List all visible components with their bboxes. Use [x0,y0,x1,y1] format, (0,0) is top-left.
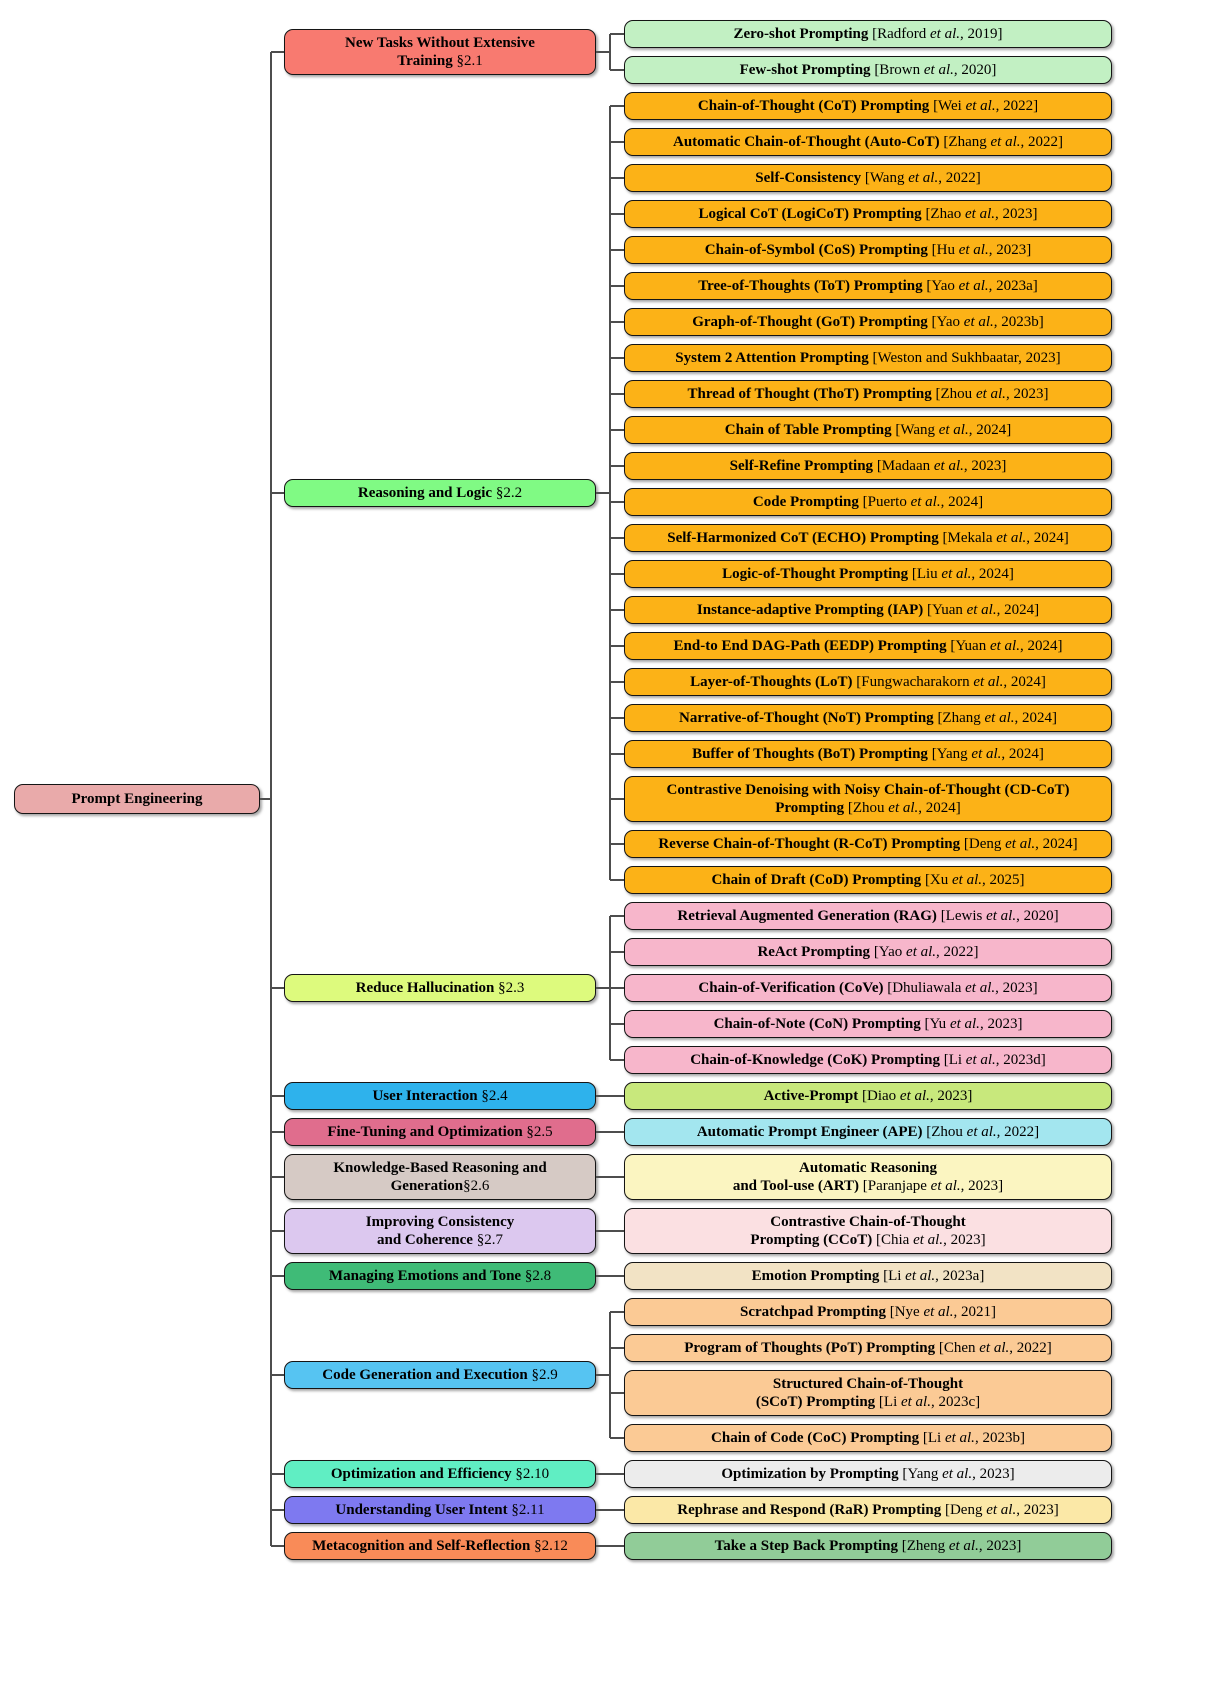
connector-line [596,1230,624,1232]
leaf-tree-of-thoughts-tot-prompting [624,272,1112,300]
connector-line [271,1374,284,1376]
connector-line [610,1023,624,1025]
leaf-logic-of-thought-prompting-text: Logic-of-Thought Prompting [Liu et al., 2024] [722,565,1014,582]
leaf-instance-adaptive-prompting-iap-text: Instance-adaptive Prompting (IAP) [Yuan et al., 2024] [696,601,1040,618]
connector-line [596,987,610,989]
connector-line [596,492,610,494]
leaf-chain-of-code-coc-prompting [624,1424,1112,1452]
leaf-narrative-of-thought-not-prompting [624,704,1112,732]
leaf-code-prompting-text: Code Prompting [Puerto et al., 2024] [752,493,984,510]
connector-line [596,1473,624,1475]
leaf-end-to-end-dag-path-eedp-prompting [624,632,1112,660]
leaf-self-consistency [624,164,1112,192]
leaf-emotion-prompting [624,1262,1112,1290]
leaf-chain-of-table-prompting-text: Chain of Table Prompting [Wang et al., 2024] [724,421,1012,438]
connector-line [271,1509,284,1511]
leaf-react-prompting-text: ReAct Prompting [Yao et al., 2022] [757,943,979,960]
leaf-automatic-reasoning-text: Automatic Reasoning [799,1159,937,1176]
connector-line [596,1545,624,1547]
connector-line [271,51,284,53]
category-knowledge-based-reasoning-and-text: Generation§2.6 [390,1178,490,1194]
leaf-self-harmonized-cot-echo-prompting [624,524,1112,552]
category-metacognition-and-self-reflection-text: Metacognition and Self-Reflection §2.12 [312,1537,568,1554]
leaf-chain-of-thought-cot-prompting-text: Chain-of-Thought (CoT) Prompting [Wei et al., 2022] [697,97,1039,114]
category-improving-consistency-text: Improving Consistency [365,1213,515,1230]
leaf-chain-of-verification-cove-text: Chain-of-Verification (CoVe) [Dhuliawala et al., 2023] [698,979,1038,996]
connector-line [271,1176,284,1178]
connector-line [610,213,624,215]
connector-line [596,1275,624,1277]
connector-line [596,1374,610,1376]
connector-line [610,141,624,143]
leaf-structured-chain-of-thought-text: Structured Chain-of-Thought [772,1375,964,1392]
connector-line [610,249,624,251]
connector-line [610,879,624,881]
connector-line [596,1509,624,1511]
category-code-generation-and-execution-text: Code Generation and Execution §2.9 [322,1366,558,1383]
leaf-contrastive-denoising-with-noisy-chain-of-though-text: Contrastive Denoising with Noisy Chain-of-Thought (CD-CoT) [666,781,1070,798]
connector-line [610,537,624,539]
group-rail-line [609,1312,611,1438]
group-rail-line [609,34,611,70]
leaf-zero-shot-prompting-text: Zero-shot Prompting [Radford et al., 2019] [733,25,1003,42]
category-metacognition-and-self-reflection [284,1532,596,1560]
category-reasoning-and-logic [284,479,596,507]
connector-line [610,717,624,719]
leaf-scratchpad-prompting-text: Scratchpad Prompting [Nye et al., 2021] [740,1303,996,1320]
connector-line [271,987,284,989]
connector-line [610,1437,624,1439]
root-connector [260,798,271,800]
connector-line [610,285,624,287]
category-new-tasks-without-extensive-text: Training §2.1 [397,53,483,69]
connector-line [610,33,624,35]
connector-line [610,1311,624,1313]
connector-line [610,1347,624,1349]
leaf-structured-chain-of-thought [624,1370,1112,1416]
connector-line [271,1095,284,1097]
leaf-reverse-chain-of-thought-r-cot-prompting-text: Reverse Chain-of-Thought (R-CoT) Prompting [Deng et al., 2024] [658,835,1078,852]
leaf-structured-chain-of-thought-text: (SCoT) Prompting [Li et al., 2023c] [755,1394,981,1410]
connector-line [610,429,624,431]
category-fine-tuning-and-optimization-text: Fine-Tuning and Optimization §2.5 [327,1123,553,1140]
connector-line [610,843,624,845]
category-user-interaction-text: User Interaction §2.4 [372,1087,508,1104]
leaf-chain-of-note-con-prompting-text: Chain-of-Note (CoN) Prompting [Yu et al., 2023] [713,1015,1023,1032]
category-fine-tuning-and-optimization [284,1118,596,1146]
category-user-interaction [284,1082,596,1110]
leaf-chain-of-knowledge-cok-prompting-text: Chain-of-Knowledge (CoK) Prompting [Li et al., 2023d] [690,1051,1046,1068]
connector-line [610,573,624,575]
leaf-take-a-step-back-prompting [624,1532,1112,1560]
leaf-reverse-chain-of-thought-r-cot-prompting [624,830,1112,858]
leaf-retrieval-augmented-generation-rag-text: Retrieval Augmented Generation (RAG) [Lewis et al., 2020] [677,907,1059,924]
leaf-logical-cot-logicot-prompting [624,200,1112,228]
leaf-tree-of-thoughts-tot-prompting-text: Tree-of-Thoughts (ToT) Prompting [Yao et al., 2023a] [698,277,1038,294]
leaf-rephrase-and-respond-rar-prompting-text: Rephrase and Respond (RaR) Prompting [Deng et al., 2023] [677,1501,1059,1518]
connector-line [271,1473,284,1475]
leaf-layer-of-thoughts-lot-text: Layer-of-Thoughts (LoT) [Fungwacharakorn et al., 2024] [690,673,1046,690]
leaf-self-harmonized-cot-echo-prompting-text: Self-Harmonized CoT (ECHO) Prompting [Mekala et al., 2024] [667,529,1069,546]
category-knowledge-based-reasoning-and-text: Knowledge-Based Reasoning and [333,1159,547,1176]
leaf-logical-cot-logicot-prompting-text: Logical CoT (LogiCoT) Prompting [Zhao et al., 2023] [698,205,1038,222]
leaf-contrastive-denoising-with-noisy-chain-of-though [624,776,1112,822]
category-code-generation-and-execution [284,1361,596,1389]
leaf-logic-of-thought-prompting [624,560,1112,588]
connector-line [610,915,624,917]
connector-line [610,321,624,323]
category-new-tasks-without-extensive [284,29,596,75]
connector-line [610,951,624,953]
category-knowledge-based-reasoning-and [284,1154,596,1200]
leaf-contrastive-denoising-with-noisy-chain-of-though-text: Prompting [Zhou et al., 2024] [775,800,961,816]
leaf-active-prompt [624,1082,1112,1110]
connector-line [610,681,624,683]
leaf-automatic-reasoning-text: and Tool-use (ART) [Paranjape et al., 2023] [732,1178,1004,1194]
leaf-code-prompting [624,488,1112,516]
leaf-thread-of-thought-thot-prompting-text: Thread of Thought (ThoT) Prompting [Zhou et al., 2023] [687,385,1049,402]
connector-line [610,357,624,359]
leaf-chain-of-symbol-cos-prompting [624,236,1112,264]
leaf-chain-of-note-con-prompting [624,1010,1112,1038]
leaf-thread-of-thought-thot-prompting [624,380,1112,408]
leaf-few-shot-prompting-text: Few-shot Prompting [Brown et al., 2020] [739,61,997,78]
connector-line [271,1545,284,1547]
connector-line [610,69,624,71]
category-improving-consistency-text: and Coherence §2.7 [377,1232,503,1248]
connector-line [610,465,624,467]
leaf-contrastive-chain-of-thought [624,1208,1112,1254]
leaf-retrieval-augmented-generation-rag [624,902,1112,930]
leaf-self-refine-prompting-text: Self-Refine Prompting [Madaan et al., 2023] [729,457,1007,474]
category-reduce-hallucination-text: Reduce Hallucination §2.3 [355,979,525,996]
leaf-layer-of-thoughts-lot [624,668,1112,696]
category-reduce-hallucination [284,974,596,1002]
connector-line [596,1131,624,1133]
leaf-system-2-attention-prompting [624,344,1112,372]
leaf-zero-shot-prompting [624,20,1112,48]
connector-line [610,501,624,503]
leaf-narrative-of-thought-not-prompting-text: Narrative-of-Thought (NoT) Prompting [Zhang et al., 2024] [678,709,1058,726]
connector-line [610,645,624,647]
leaf-automatic-chain-of-thought-auto-cot [624,128,1112,156]
connector-line [610,177,624,179]
leaf-automatic-prompt-engineer-ape [624,1118,1112,1146]
leaf-chain-of-draft-cod-prompting-text: Chain of Draft (CoD) Prompting [Xu et al., 2025] [711,871,1025,888]
leaf-optimization-by-prompting-text: Optimization by Prompting [Yang et al., 2023] [721,1465,1015,1482]
category-optimization-and-efficiency [284,1460,596,1488]
connector-line [596,51,610,53]
connector-line [610,987,624,989]
leaf-buffer-of-thoughts-bot-prompting-text: Buffer of Thoughts (BoT) Prompting [Yang et al., 2024] [692,745,1044,762]
leaf-automatic-chain-of-thought-auto-cot-text: Automatic Chain-of-Thought (Auto-CoT) [Zhang et al., 2022] [672,133,1063,150]
leaf-program-of-thoughts-pot-prompting-text: Program of Thoughts (PoT) Prompting [Chen et al., 2022] [684,1339,1052,1356]
leaf-few-shot-prompting [624,56,1112,84]
leaf-self-refine-prompting [624,452,1112,480]
leaf-graph-of-thought-got-prompting-text: Graph-of-Thought (GoT) Prompting [Yao et al., 2023b] [692,313,1044,330]
leaf-take-a-step-back-prompting-text: Take a Step Back Prompting [Zheng et al., 2023] [714,1537,1022,1554]
connector-line [610,105,624,107]
connector-line [610,393,624,395]
connector-line [271,492,284,494]
category-managing-emotions-and-tone-text: Managing Emotions and Tone §2.8 [328,1267,552,1284]
leaf-active-prompt-text: Active-Prompt [Diao et al., 2023] [763,1087,973,1104]
leaf-react-prompting [624,938,1112,966]
connector-line [271,1131,284,1133]
leaf-chain-of-knowledge-cok-prompting [624,1046,1112,1074]
root-node-text: Prompt Engineering [71,790,203,807]
leaf-contrastive-chain-of-thought-text: Contrastive Chain-of-Thought [770,1213,966,1230]
leaf-automatic-reasoning [624,1154,1112,1200]
leaf-instance-adaptive-prompting-iap [624,596,1112,624]
leaf-contrastive-chain-of-thought-text: Prompting (CCoT) [Chia et al., 2023] [750,1232,986,1248]
leaf-optimization-by-prompting [624,1460,1112,1488]
category-managing-emotions-and-tone [284,1262,596,1290]
connector-line [610,753,624,755]
leaf-chain-of-code-coc-prompting-text: Chain of Code (CoC) Prompting [Li et al., 2023b] [711,1429,1025,1446]
leaf-scratchpad-prompting [624,1298,1112,1326]
group-rail-line [609,106,611,880]
connector-line [610,1392,624,1394]
connector-line [271,1275,284,1277]
leaf-chain-of-symbol-cos-prompting-text: Chain-of-Symbol (CoS) Prompting [Hu et al., 2023] [704,241,1032,258]
leaf-automatic-prompt-engineer-ape-text: Automatic Prompt Engineer (APE) [Zhou et al., 2022] [696,1123,1040,1140]
connector-line [596,1176,624,1178]
root-node [14,784,260,814]
category-new-tasks-without-extensive-text: New Tasks Without Extensive [345,34,535,51]
leaf-chain-of-draft-cod-prompting [624,866,1112,894]
leaf-chain-of-verification-cove [624,974,1112,1002]
leaf-end-to-end-dag-path-eedp-prompting-text: End-to End DAG-Path (EEDP) Prompting [Yuan et al., 2024] [673,637,1063,654]
category-optimization-and-efficiency-text: Optimization and Efficiency §2.10 [330,1465,550,1482]
connector-line [610,798,624,800]
leaf-system-2-attention-prompting-text: System 2 Attention Prompting [Weston and Sukhbaatar, 2023] [675,349,1061,366]
leaf-chain-of-table-prompting [624,416,1112,444]
category-understanding-user-intent-text: Understanding User Intent §2.11 [335,1501,545,1518]
leaf-graph-of-thought-got-prompting [624,308,1112,336]
category-reasoning-and-logic-text: Reasoning and Logic §2.2 [357,484,523,501]
leaf-buffer-of-thoughts-bot-prompting [624,740,1112,768]
connector-line [271,1230,284,1232]
leaf-emotion-prompting-text: Emotion Prompting [Li et al., 2023a] [751,1267,985,1284]
leaf-rephrase-and-respond-rar-prompting [624,1496,1112,1524]
connector-line [610,609,624,611]
connector-line [596,1095,624,1097]
leaf-self-consistency-text: Self-Consistency [Wang et al., 2022] [755,169,981,186]
category-improving-consistency [284,1208,596,1254]
leaf-chain-of-thought-cot-prompting [624,92,1112,120]
category-understanding-user-intent [284,1496,596,1524]
leaf-program-of-thoughts-pot-prompting [624,1334,1112,1362]
connector-line [610,1059,624,1061]
